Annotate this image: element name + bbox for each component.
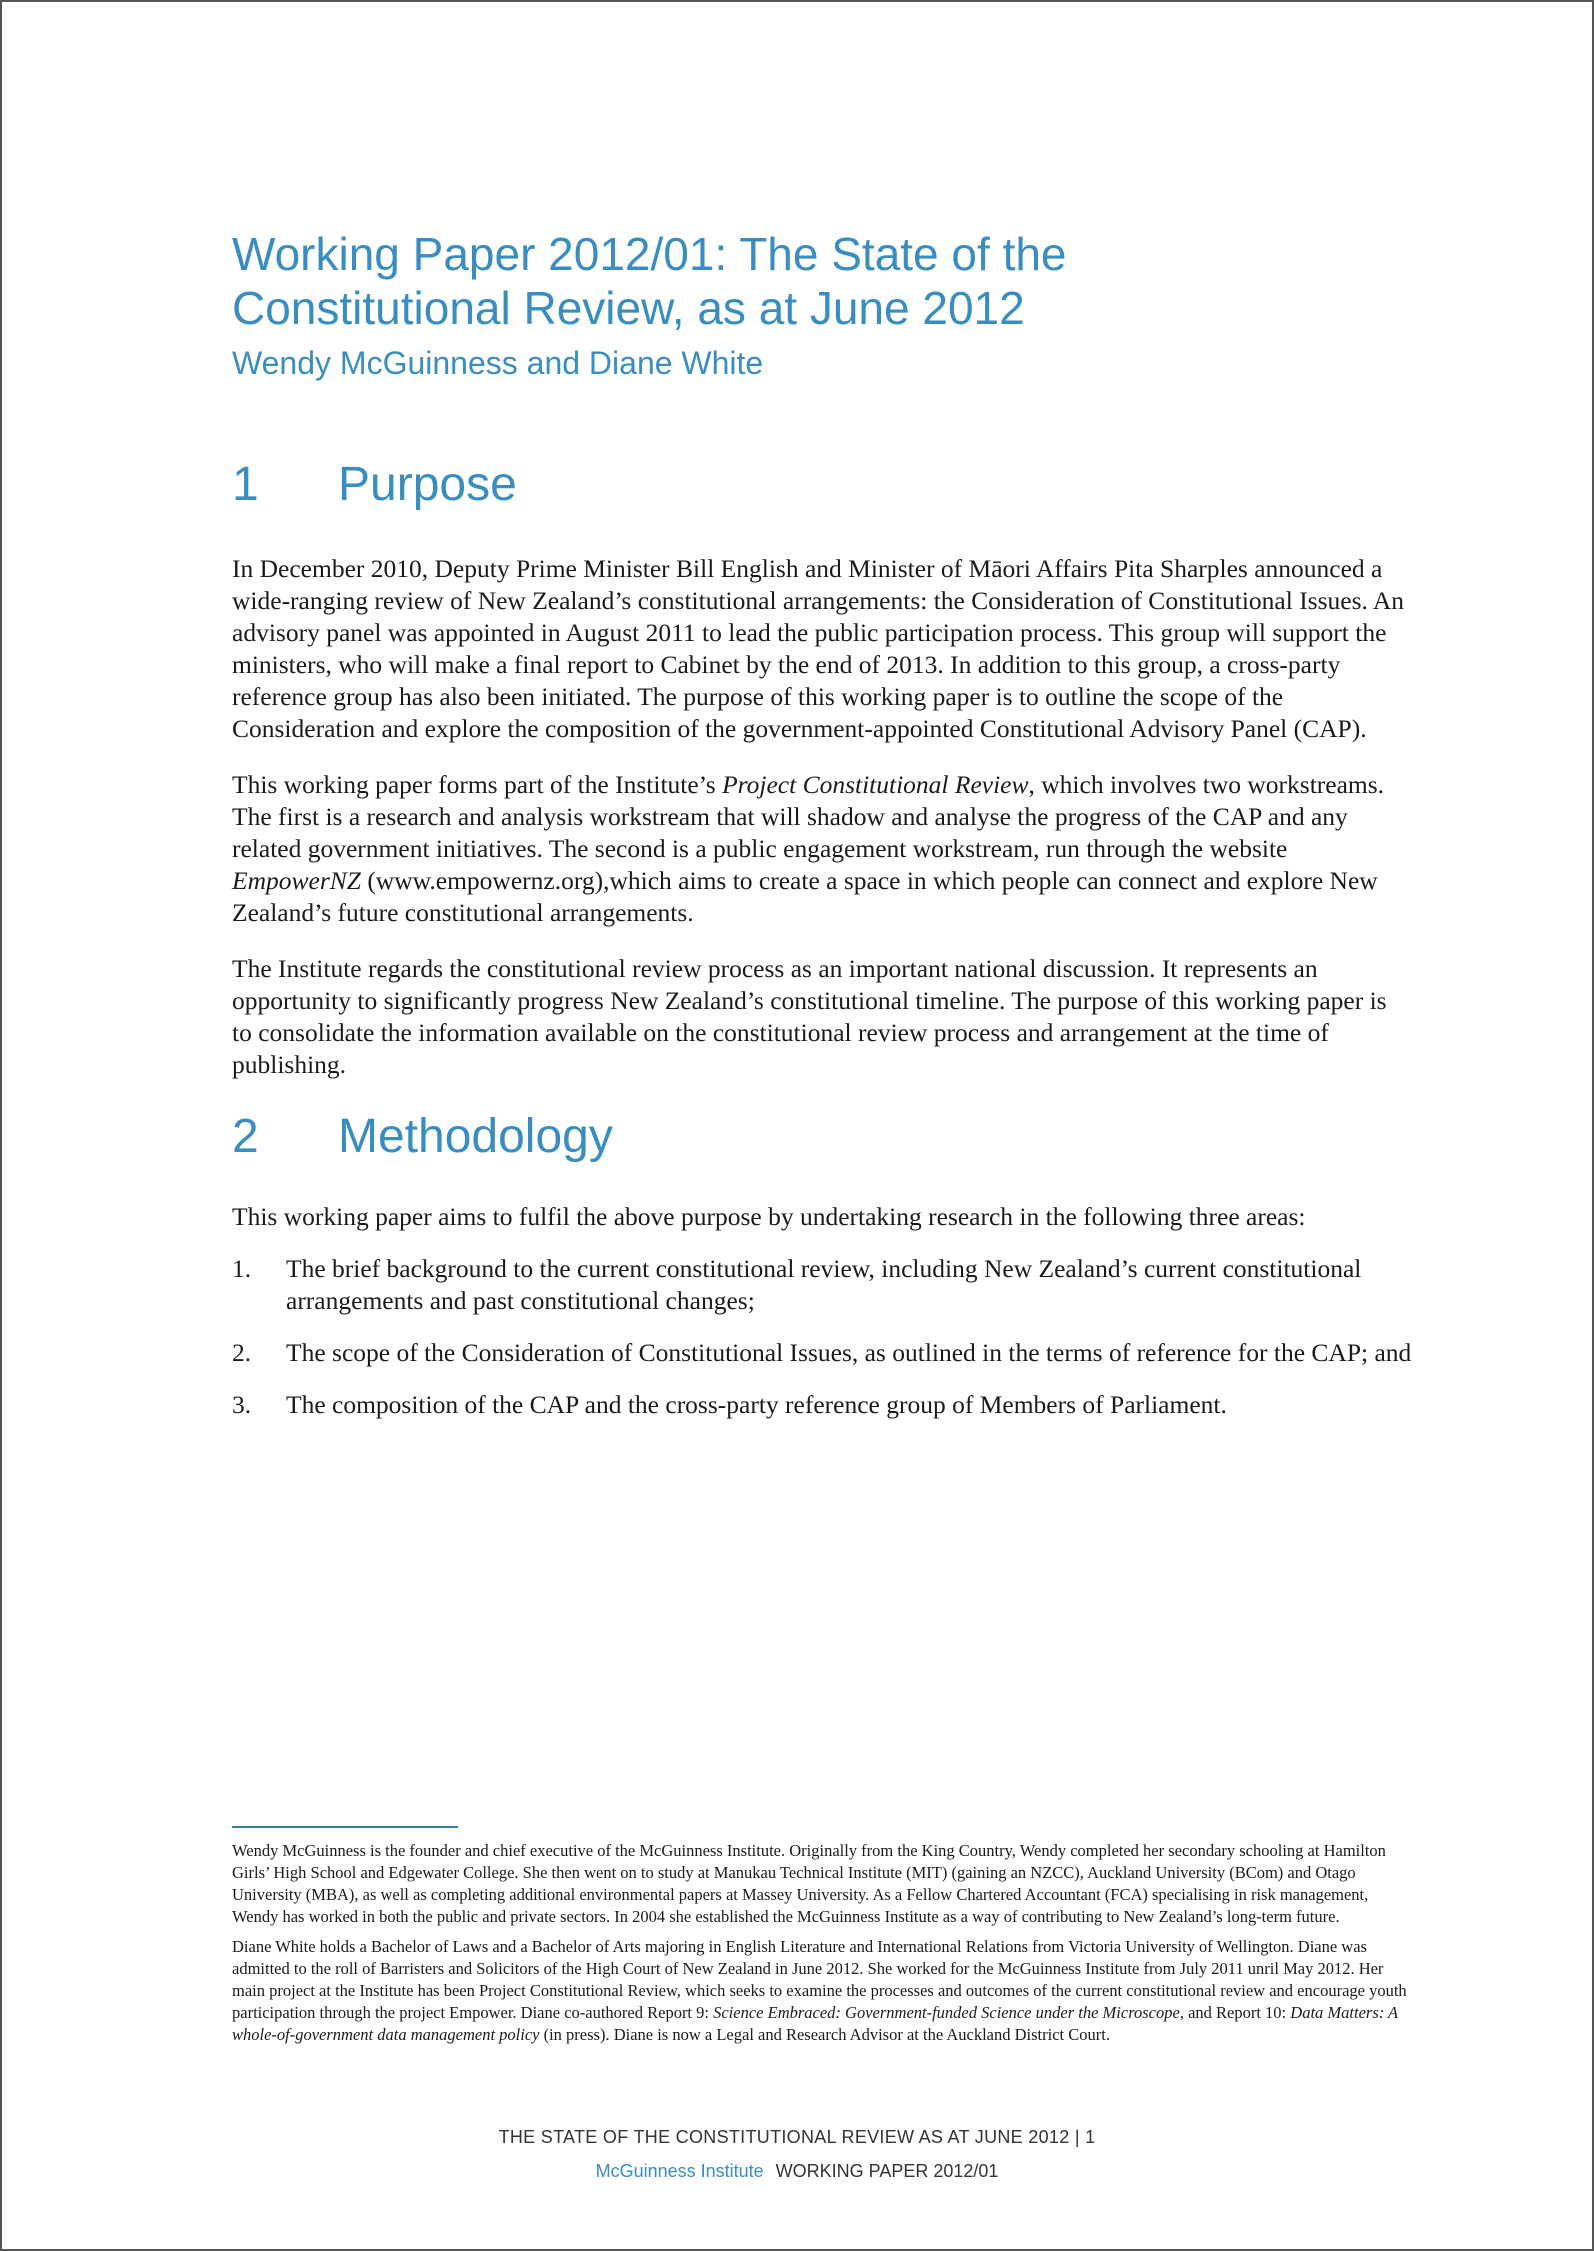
report-9-title: Science Embraced: Government-funded Science under the Microscope: [713, 2003, 1180, 2022]
purpose-paragraph-1: In December 2010, Deputy Prime Minister Bill English and Minister of Māori Affairs Pita Sharples announced a wide-ranging review of New Zealand’s constitutional arrangements: the Consideration of Constitutional Issues. An advisory panel was appointed in August 2011 to lead the public participation process. This group will support the ministers, who will make a final report to Cabinet by the end of 2013. In addition to this group, a cross-party reference group has also been initiated. The purpose of this working paper is to outline the scope of the Consideration and explore the composition of the government-appointed Constitutional Advisory Panel (CAP).: [232, 554, 1405, 743]
document-title: [232, 227, 1412, 335]
page-footer: [2, 2124, 1592, 2184]
institute-logo-text: McGuinness Institute: [595, 2161, 764, 2181]
list-item: [232, 1337, 1412, 1369]
footnote-text: (in press). Diane is now a Legal and Research Advisor at the Auckland District Court.: [539, 2025, 1110, 2044]
footer-brand-line: [2, 2158, 1592, 2184]
section-title: Methodology: [338, 1110, 613, 1163]
main-content: [232, 227, 1412, 1441]
footnote-diane: [232, 1936, 1412, 2046]
list-item: [232, 1253, 1412, 1317]
website-name: EmpowerNZ: [232, 866, 361, 895]
series-label: WORKING PAPER 2012/01: [775, 2161, 999, 2181]
purpose-paragraph-2: [232, 769, 1412, 929]
section-heading-methodology: [232, 1109, 1412, 1165]
paragraph-text: , which involves two workstreams. The first is a research and analysis workstream that will shadow and analyse the progress of the CAP and any related government initiatives. The second is a public engagement workstream, run through the website: [232, 770, 1385, 863]
paragraph-text: (www.empowernz.org),which aims to create a space in which people can connect and explore New Zealand’s future constitutional arrangements.: [232, 866, 1378, 927]
footnote-wendy: Wendy McGuinness is the founder and chief executive of the McGuinness Institute. Originally from the King Country, Wendy completed her secondary schooling at Hamilton Girls’ High School and Edgewater College. She then went on to study at Manukau Technical Institute (MIT) (gaining an NZCC), Auckland University (BCom) and Otago University (MBA), as well as completing additional environmental papers at Massey University. As a Fellow Chartered Accountant (FCA) specialising in risk management, Wendy has worked in both the public and private sectors. In 2004 she established the McGuinness Institute as a way of contributing to New Zealand’s long-term future.: [232, 1841, 1386, 1926]
document-authors: Wendy McGuinness and Diane White: [232, 345, 764, 381]
title-line-2: Constitutional Review, as at June 2012: [232, 282, 1025, 334]
list-item-number: 2.: [232, 1338, 252, 1367]
list-item: [232, 1389, 1412, 1421]
list-item-text: The scope of the Consideration of Constitutional Issues, as outlined in the terms of reference for the CAP; and: [286, 1338, 1412, 1367]
list-item-number: 3.: [232, 1390, 252, 1419]
methodology-list: [232, 1253, 1412, 1421]
report-10-title: Data Matters: A whole-of-government data management policy: [232, 2003, 1398, 2044]
section-title: Purpose: [338, 458, 517, 511]
section-number: 1: [232, 458, 259, 511]
running-title: THE STATE OF THE CONSTITUTIONAL REVIEW AS AT JUNE 2012 | 1: [498, 2127, 1096, 2147]
footnotes: [232, 1840, 1412, 2054]
footnote-divider: [232, 1826, 458, 1828]
section-heading-purpose: [232, 457, 1412, 513]
footnote-text: Diane White holds a Bachelor of Laws and a Bachelor of Arts majoring in English Literature and International Relations from Victoria University of Wellington. Diane was admitted to the roll of Barristers and Solicitors of the High Court of New Zealand in June 2012. She worked for the McGuinness Institute from July 2011 unril May 2012. Her main project at the Institute has been Project Constitutional Review, which seeks to examine the processes and outcomes of the current constitutional review and encourage youth participation through the project Empower. Diane co-authored Report 9:: [232, 1937, 1407, 2022]
section-number: 2: [232, 1110, 259, 1163]
list-item-number: 1.: [232, 1254, 252, 1283]
project-name: Project Constitutional Review: [722, 770, 1029, 799]
paragraph-text: This working paper forms part of the Institute’s: [232, 770, 723, 799]
list-item-text: The composition of the CAP and the cross-party reference group of Members of Parliament.: [286, 1390, 1227, 1419]
footnote-text: , and Report 10:: [1179, 2003, 1291, 2022]
list-item-text: The brief background to the current constitutional review, including New Zealand’s current constitutional arrangements and past constitutional changes;: [286, 1254, 1362, 1315]
purpose-paragraph-3: The Institute regards the constitutional review process as an important national discussion. It represents an opportunity to significantly progress New Zealand’s constitutional timeline. The purpose of this working paper is to consolidate the information available on the constitutional review process and arrangement at the time of publishing.: [232, 954, 1387, 1079]
title-line-1: Working Paper 2012/01: The State of the: [232, 228, 1067, 280]
methodology-intro: This working paper aims to fulfil the above purpose by undertaking research in the following three areas:: [232, 1202, 1306, 1231]
